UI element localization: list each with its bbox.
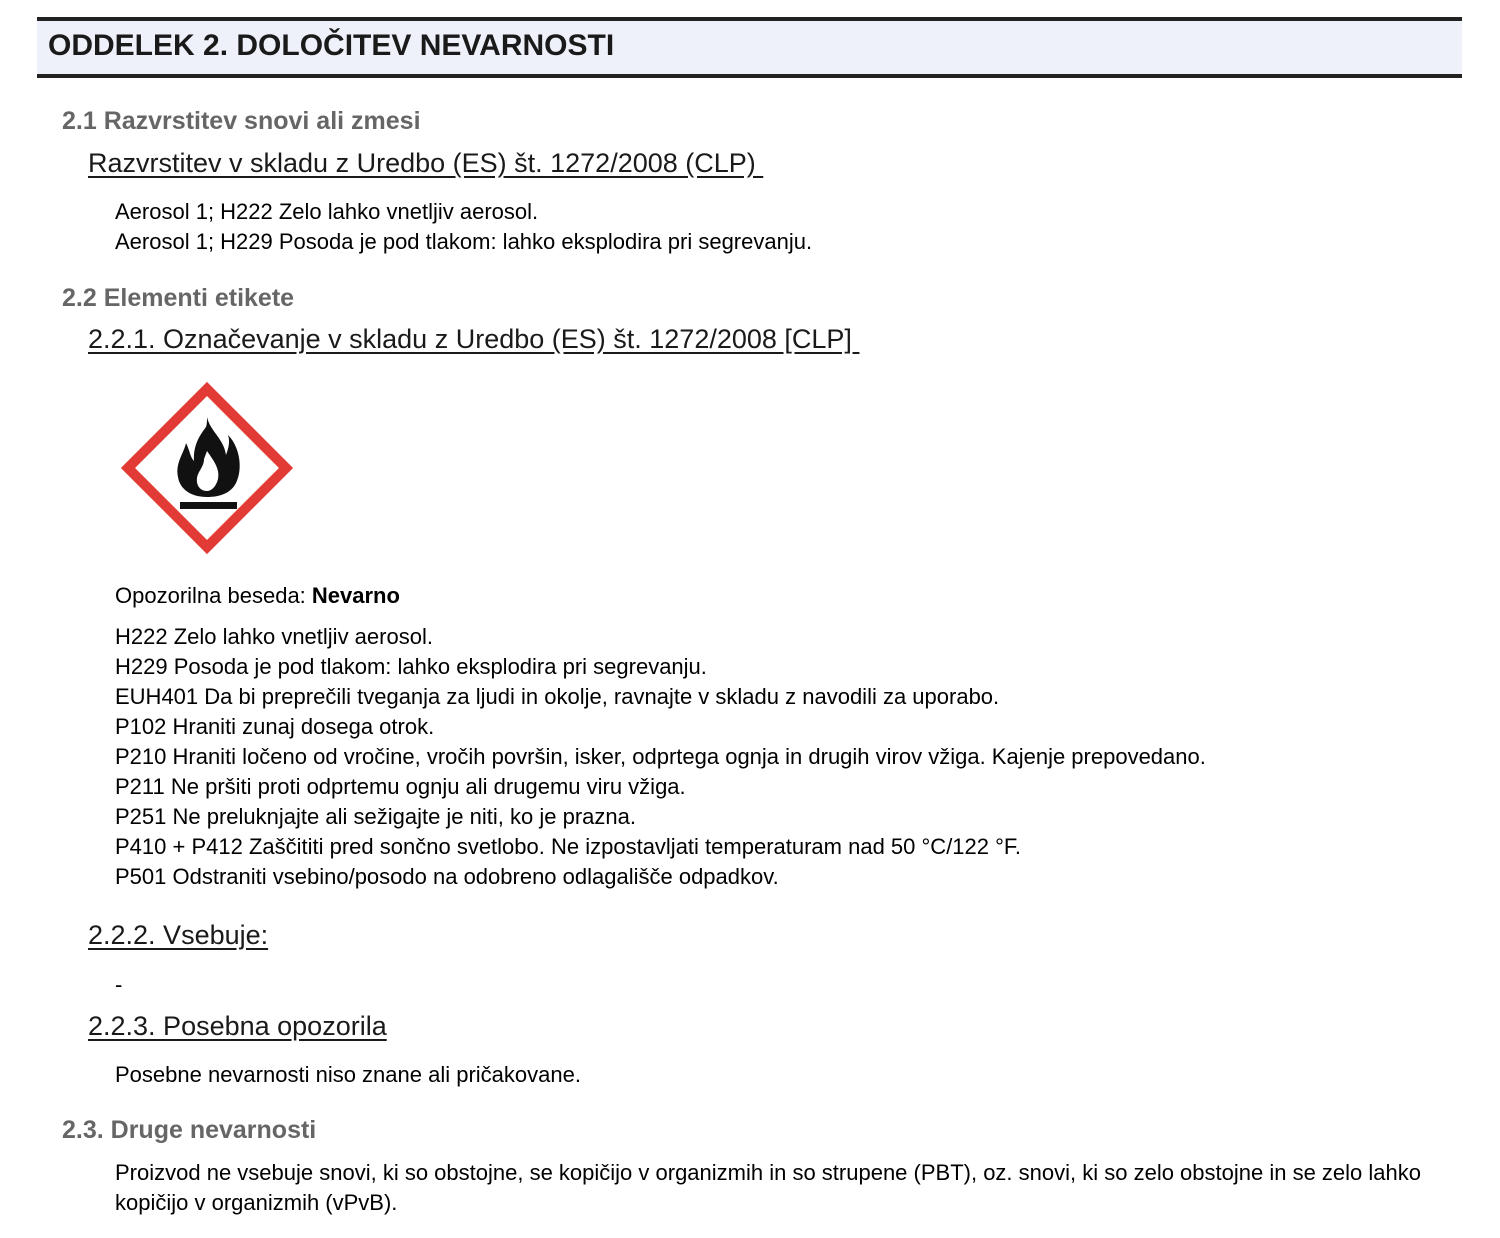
contains-value: - [115,972,123,997]
heading-2-2: 2.2 Elementi etikete [62,284,295,312]
special-warnings-text: Posebne nevarnosti niso znane ali pričakovane. [115,1062,581,1087]
subheading-2-2-3: 2.2.3. Posebna opozorila [88,1011,387,1041]
section-header-bar [37,17,1462,78]
statement-p102: P102 Hraniti zunaj dosega otrok. [115,714,435,739]
signal-word: Nevarno [311,583,400,608]
heading-2-3: 2.3. Druge nevarnosti [62,1116,317,1144]
classification-line-1: Aerosol 1; H222 Zelo lahko vnetljiv aerosol. [115,199,539,224]
classification-line-2: Aerosol 1; H229 Posoda je pod tlakom: lahko eksplodira pri segrevanju. [115,229,813,254]
signal-word-label: Opozorilna beseda: [115,583,312,608]
subheading-classification: Razvrstitev v skladu z Uredbo (ES) št. 1272/2008 (CLP) [88,148,764,178]
subheading-2-2-2: 2.2.2. Vsebuje: [88,920,269,950]
statement-euh401: EUH401 Da bi preprečili tveganja za ljudi in okolje, ravnajte v skladu z navodili za uporabo. [115,684,1000,709]
signal-word-line [115,583,400,609]
section-title: ODDELEK 2. DOLOČITEV NEVARNOSTI [48,29,615,62]
heading-2-1: 2.1 Razvrstitev snovi ali zmesi [62,107,421,135]
statement-h222: H222 Zelo lahko vnetljiv aerosol. [115,624,433,649]
other-hazards-text: Proizvod ne vsebuje snovi, ki so obstojne, se kopičijo v organizmih in so strupene (PBT), oz. snovi, ki so zelo obstojne in se zelo lahko kopičijo v organizmih (vPvB). [115,1160,1421,1215]
statement-p210: P210 Hraniti ločeno od vročine, vročih površin, isker, odprtega ognja in drugih virov vžiga. Kajenje prepovedano. [115,744,1206,769]
statement-p211: P211 Ne pršiti proti odprtemu ognju ali drugemu viru vžiga. [115,774,686,799]
flame-pictogram-icon [120,381,294,555]
statement-p410-p412: P410 + P412 Zaščititi pred sončno svetlobo. Ne izpostavljati temperaturam nad 50 °C/122 °F. [115,834,1022,859]
hazard-precautionary-statements [115,622,1206,892]
statement-p501: P501 Odstraniti vsebino/posodo na odobreno odlagališče odpadkov. [115,864,779,889]
statement-p251: P251 Ne preluknjajte ali sežigajte je niti, ko je prazna. [115,804,636,829]
subheading-2-2-1: 2.2.1. Označevanje v skladu z Uredbo (ES) št. 1272/2008 [CLP] [88,324,860,354]
statement-h229: H229 Posoda je pod tlakom: lahko eksplodira pri segrevanju. [115,654,707,679]
